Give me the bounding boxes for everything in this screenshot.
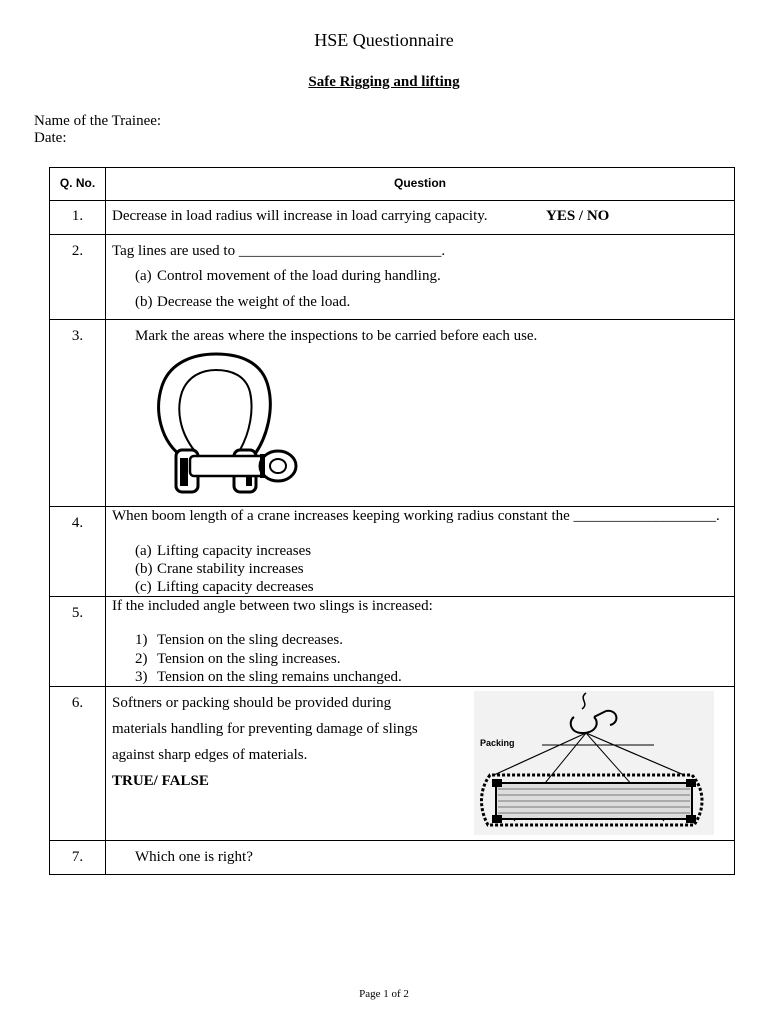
question-text-line: Softners or packing should be provided during	[112, 695, 392, 711]
table-row	[50, 596, 734, 686]
question-text: When boom length of a crane increases keeping working radius constant the ___________________.	[112, 508, 720, 524]
question-text: If the included angle between two slings is increased:	[112, 598, 433, 614]
table-row	[50, 200, 734, 234]
document-subtitle: Safe Rigging and lifting	[308, 74, 460, 90]
packing-label: Packing	[480, 738, 515, 748]
option-a[interactable]: (a) Lifting capacity increases	[135, 543, 312, 559]
question-header: Question	[393, 176, 446, 190]
question-table	[49, 167, 735, 875]
table-row	[50, 319, 734, 506]
option-c[interactable]: (c) Lifting capacity decreases	[135, 579, 314, 595]
option-3[interactable]: 3) Tension on the sling remains unchanged.	[135, 669, 402, 685]
option-1[interactable]: 1) Tension on the sling decreases.	[135, 632, 343, 648]
question-cell	[106, 320, 734, 506]
question-text: Tag lines are used to ___________________________.	[112, 243, 446, 259]
question-text-line: materials handling for preventing damage of slings	[112, 721, 418, 737]
yes-no-answer[interactable]: YES / NO	[546, 208, 610, 224]
question-cell	[106, 841, 734, 874]
question-text: Which one is right?	[135, 849, 253, 865]
trainee-name-label: Name of the Trainee:	[34, 113, 162, 129]
question-number: 3.	[50, 320, 106, 506]
page-footer: Page 1 of 2	[359, 988, 409, 1000]
packing-illustration	[474, 691, 714, 835]
table-header-row	[50, 168, 734, 200]
question-number: 6.	[50, 687, 106, 840]
table-row	[50, 686, 734, 840]
option-a[interactable]: (a) Control movement of the load during handling.	[135, 268, 441, 284]
table-row	[50, 840, 734, 874]
question-number: 5.	[50, 597, 106, 686]
question-cell	[106, 201, 734, 234]
question-cell	[106, 687, 734, 840]
question-cell	[106, 507, 734, 596]
question-cell	[106, 235, 734, 319]
table-row	[50, 506, 734, 596]
question-number: 2.	[50, 235, 106, 319]
question-cell	[106, 597, 734, 686]
option-b[interactable]: (b) Decrease the weight of the load.	[135, 294, 351, 310]
option-2[interactable]: 2) Tension on the sling increases.	[135, 651, 341, 667]
true-false-answer[interactable]: TRUE/ FALSE	[112, 773, 209, 789]
shackle-illustration[interactable]	[146, 350, 306, 500]
question-number: 7.	[50, 841, 106, 874]
date-label: Date:	[34, 130, 67, 146]
table-row	[50, 234, 734, 319]
option-b[interactable]: (b) Crane stability increases	[135, 561, 304, 577]
qno-header: Q. No.	[50, 168, 106, 200]
question-text: Mark the areas where the inspections to be carried before each use.	[135, 328, 538, 344]
document-title: HSE Questionnaire	[314, 30, 454, 50]
question-text: Decrease in load radius will increase in load carrying capacity.	[112, 208, 488, 224]
question-number: 1.	[50, 201, 106, 234]
question-text-line: against sharp edges of materials.	[112, 747, 308, 763]
question-number: 4.	[50, 507, 106, 596]
